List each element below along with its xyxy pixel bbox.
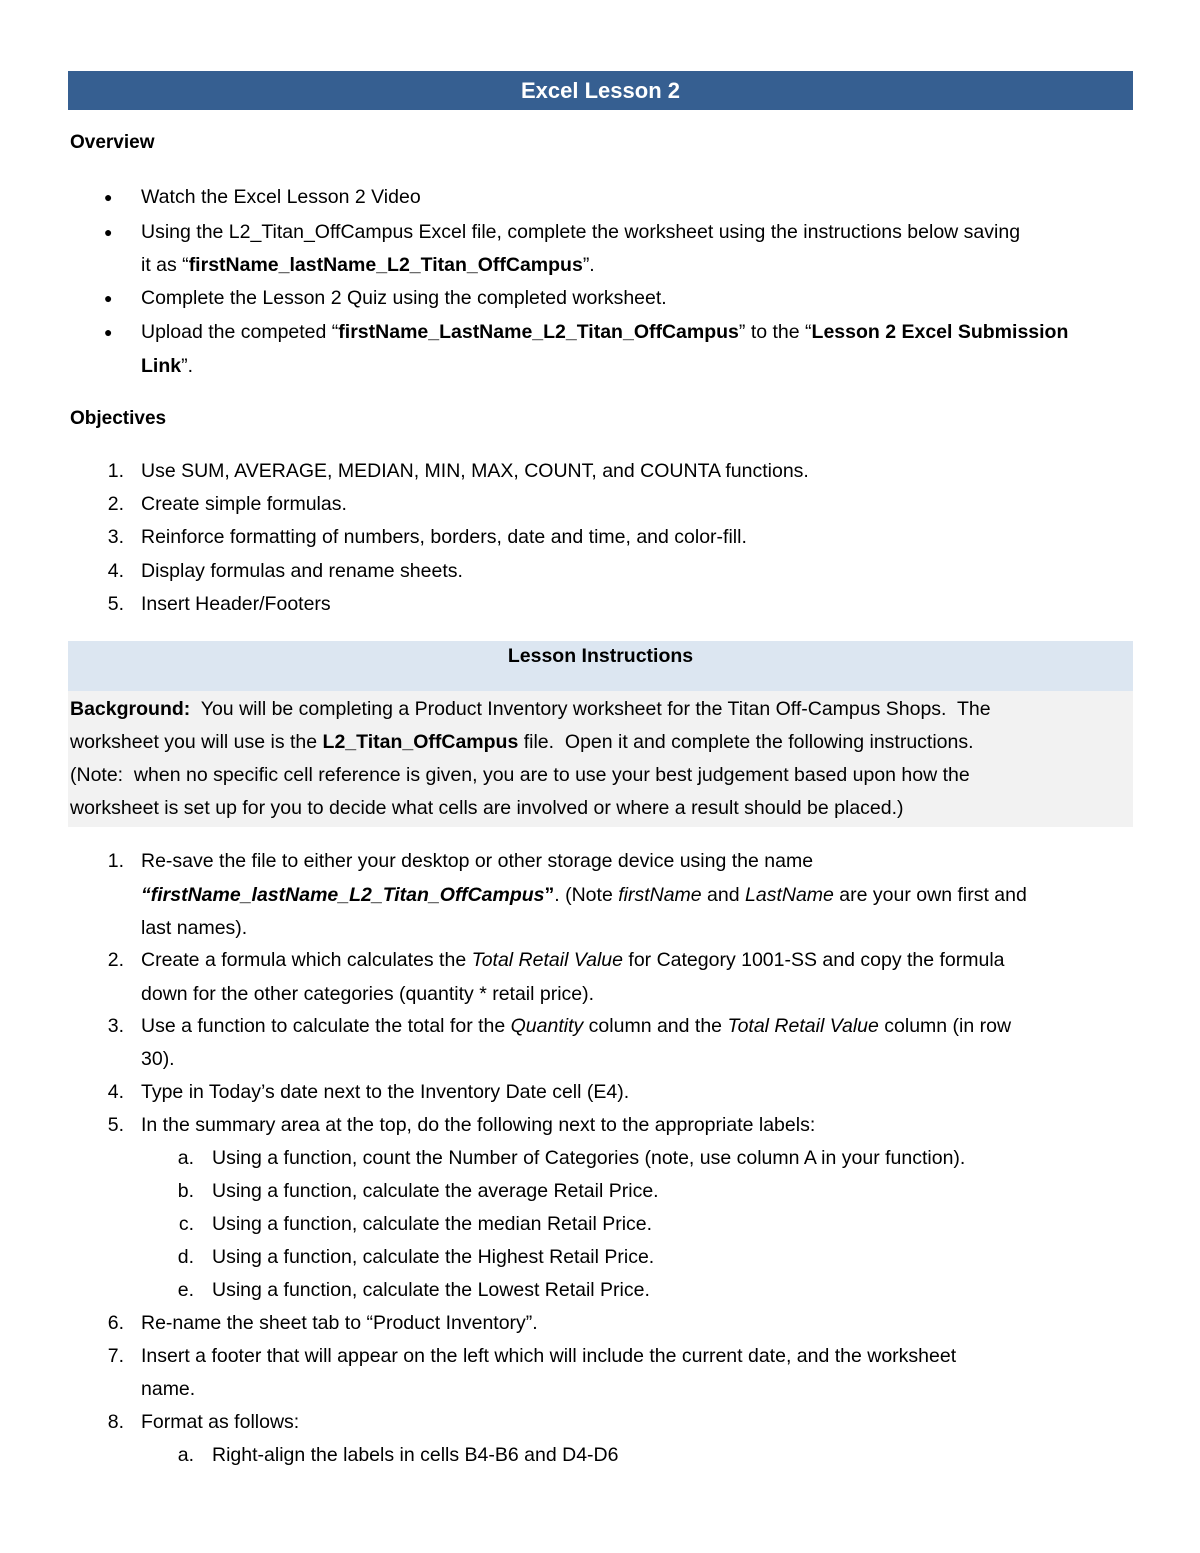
item-number: 3. (107, 1015, 124, 1037)
item-letter: e. (177, 1279, 194, 1301)
item-number: 3. (107, 526, 124, 548)
bullet-icon: ● (104, 290, 113, 306)
bullet-text: Complete the Lesson 2 Quiz using the completed worksheet. (141, 287, 667, 309)
item-number: 6. (107, 1312, 124, 1334)
lesson-instructions-bar (68, 641, 1133, 691)
overview-heading: Overview (70, 132, 155, 153)
item-number: 2. (107, 493, 124, 515)
item-text: Right-align the labels in cells B4-B6 and D4-D6 (212, 1444, 619, 1466)
item-text: Using a function, calculate the average Retail Price. (212, 1180, 659, 1202)
item-text: Using a function, calculate the Lowest Retail Price. (212, 1279, 650, 1301)
item-number: 5. (107, 593, 124, 615)
item-text: Create simple formulas. (141, 493, 347, 515)
item-text: Reinforce formatting of numbers, borders, date and time, and color-fill. (141, 526, 747, 548)
item-text: Use SUM, AVERAGE, MEDIAN, MIN, MAX, COUNT, and COUNTA functions. (141, 460, 809, 482)
bullet-text: it as “firstName_lastName_L2_Titan_OffCampus”. (141, 254, 595, 276)
item-text: Using a function, count the Number of Categories (note, use column A in your function). (212, 1147, 966, 1169)
item-text: Display formulas and rename sheets. (141, 560, 463, 582)
item-text: Insert a footer that will appear on the left which will include the current date, and the worksheet (141, 1345, 957, 1367)
item-letter: a. (177, 1444, 194, 1466)
background-line-1: Background: You will be completing a Product Inventory worksheet for the Titan Off-Campus Shops. The (70, 698, 991, 720)
item-text: “firstName_lastName_L2_Titan_OffCampus”. (Note firstName and LastName are your own first and (141, 884, 1027, 906)
item-text: down for the other categories (quantity * retail price). (141, 983, 595, 1005)
title-bar (68, 71, 1133, 110)
item-number: 1. (107, 460, 124, 482)
item-text: name. (141, 1378, 196, 1400)
item-letter: b. (177, 1180, 194, 1202)
item-letter: a. (177, 1147, 194, 1169)
item-letter: c. (178, 1213, 194, 1235)
item-text: Create a formula which calculates the Total Retail Value for Category 1001-SS and copy the formula (141, 949, 1005, 971)
item-text: Insert Header/Footers (141, 593, 331, 615)
bullet-icon: ● (104, 224, 113, 240)
background-line-3: (Note: when no specific cell reference is given, you are to use your best judgement based upon how the (70, 764, 970, 786)
item-number: 1. (107, 850, 124, 872)
item-text: 30). (141, 1048, 175, 1070)
bullet-text: Link”. (141, 355, 194, 377)
bullet-text: Watch the Excel Lesson 2 Video (141, 186, 421, 208)
bullet-text: Using the L2_Titan_OffCampus Excel file, complete the worksheet using the instructions below saving (141, 221, 1021, 243)
item-number: 7. (107, 1345, 124, 1367)
item-text: In the summary area at the top, do the following next to the appropriate labels: (141, 1114, 816, 1136)
item-number: 2. (107, 949, 124, 971)
item-number: 8. (107, 1411, 124, 1433)
lesson-instructions-heading: Lesson Instructions (507, 645, 694, 667)
item-text: Using a function, calculate the median Retail Price. (212, 1213, 653, 1235)
item-text: Format as follows: (141, 1411, 300, 1433)
item-text: last names). (141, 917, 248, 939)
item-text: Re-save the file to either your desktop or other storage device using the name (141, 850, 814, 872)
item-letter: d. (177, 1246, 194, 1268)
item-text: Use a function to calculate the total for the Quantity column and the Total Retail Value column (in row (141, 1015, 1012, 1037)
bullet-text: Upload the competed “firstName_LastName_L2_Titan_OffCampus” to the “Lesson 2 Excel Submission (141, 321, 1069, 343)
item-number: 4. (107, 560, 124, 582)
page-title: Excel Lesson 2 (521, 77, 680, 103)
item-text: Type in Today’s date next to the Inventory Date cell (E4). (141, 1081, 630, 1103)
item-number: 5. (107, 1114, 124, 1136)
background-line-2: worksheet you will use is the L2_Titan_OffCampus file. Open it and complete the following instructions. (70, 731, 974, 753)
bullet-icon: ● (104, 324, 113, 340)
background-line-4: worksheet is set up for you to decide what cells are involved or where a result should be placed.) (70, 797, 904, 819)
item-text: Re-name the sheet tab to “Product Inventory”. (141, 1312, 538, 1334)
item-number: 4. (107, 1081, 124, 1103)
objectives-heading: Objectives (70, 408, 167, 429)
item-text: Using a function, calculate the Highest Retail Price. (212, 1246, 655, 1268)
bullet-icon: ● (104, 189, 113, 205)
